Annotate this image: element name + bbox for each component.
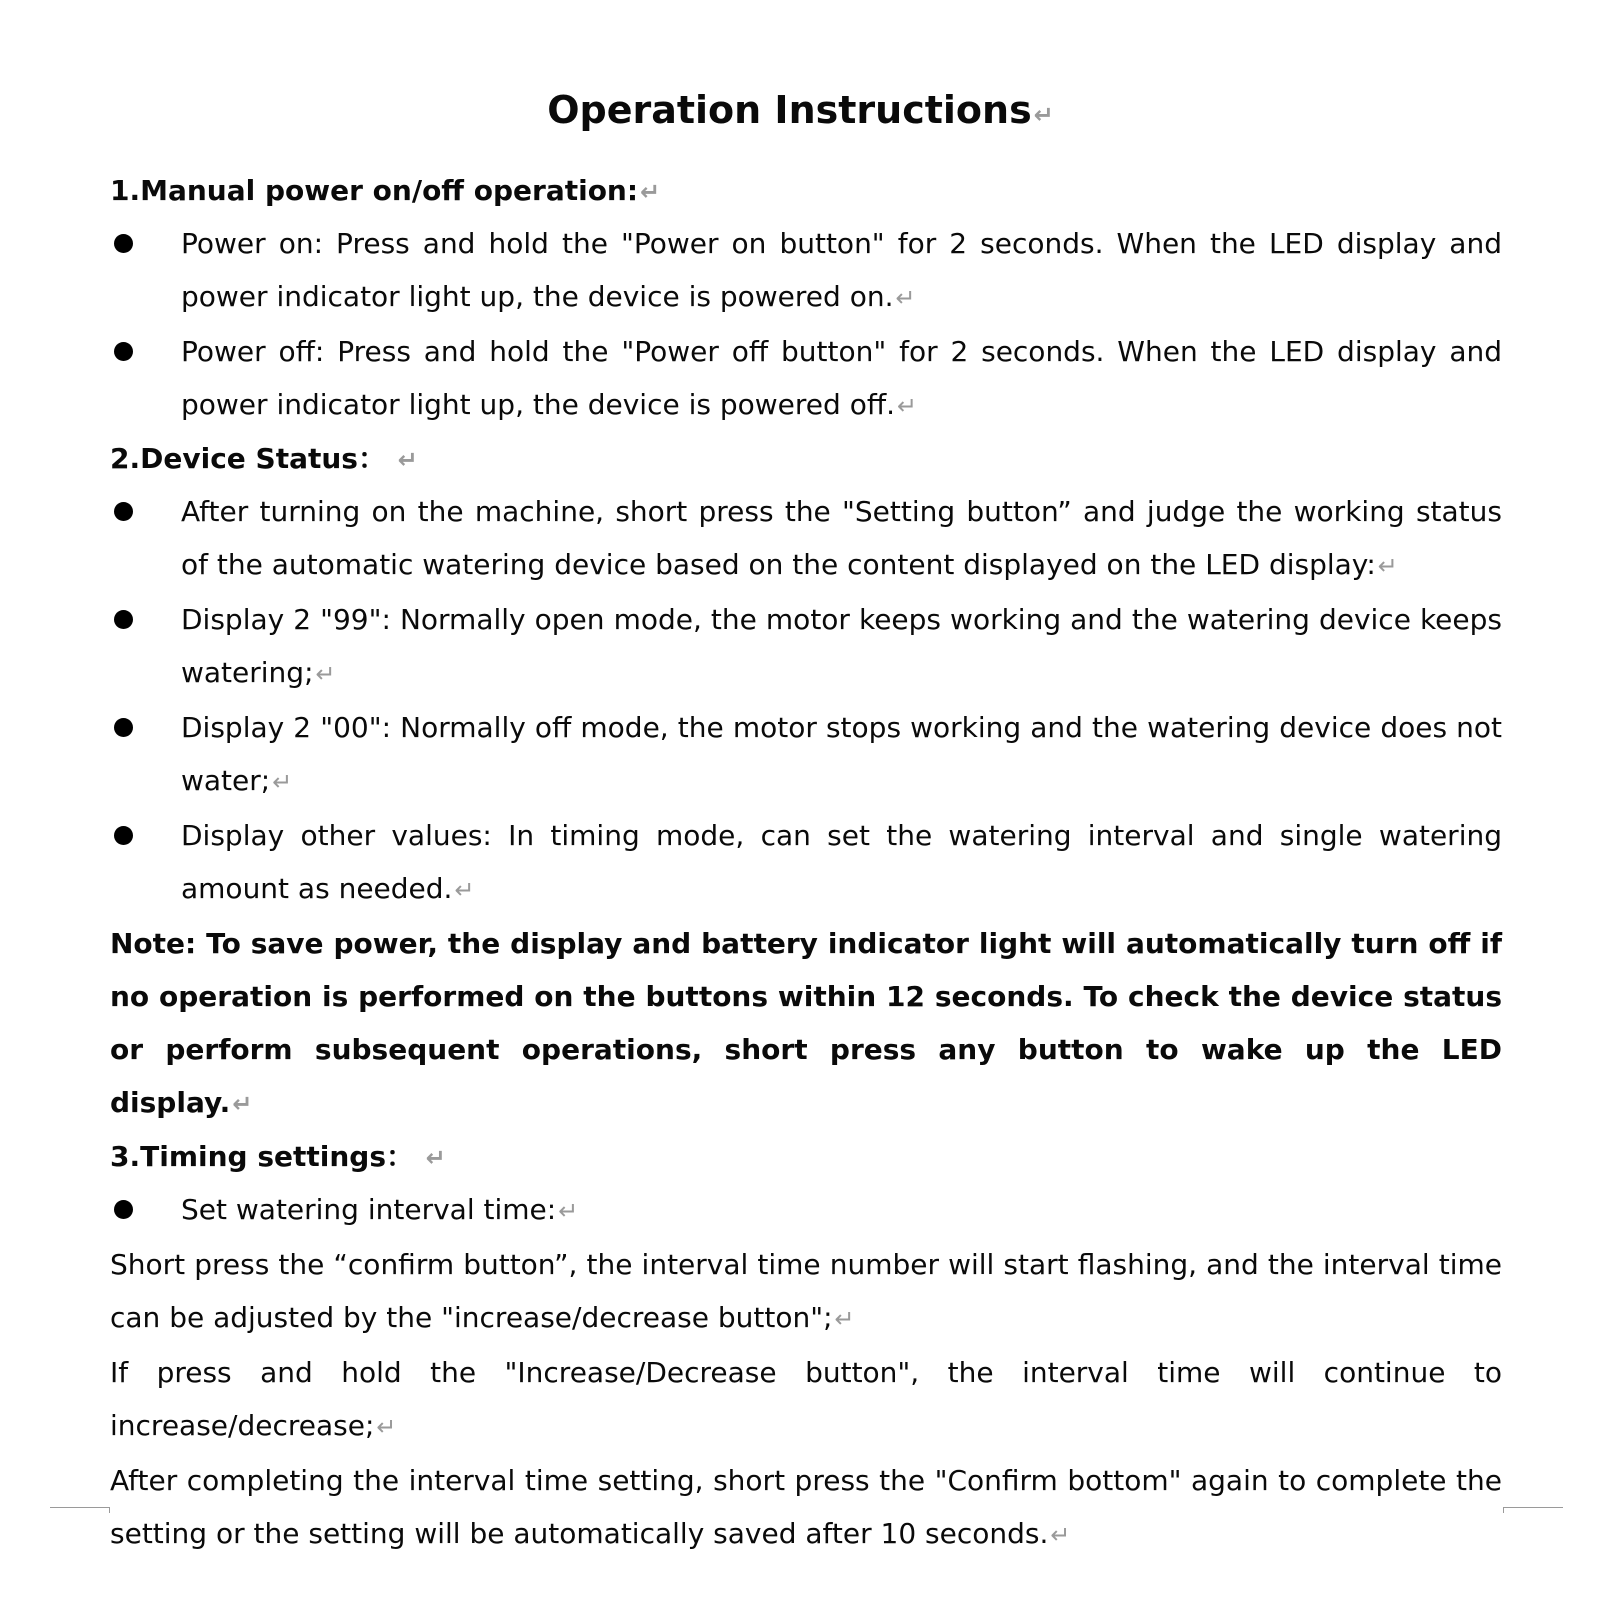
bullet-item: Set watering interval time:↵ — [110, 1183, 1502, 1238]
bullet-dot-icon — [114, 502, 133, 521]
page-corner-tick-left — [109, 1507, 110, 1513]
bullet-dot-icon — [114, 234, 133, 253]
return-mark-icon: ↵ — [376, 1413, 397, 1441]
page-corner-mark-right — [1503, 1507, 1563, 1508]
bullet-dot-icon — [114, 610, 133, 629]
return-mark-icon: ↵ — [454, 876, 475, 904]
return-mark-icon: ↵ — [897, 392, 918, 420]
return-mark-icon: ↵ — [315, 660, 336, 688]
document-title: Operation Instructions↵ — [547, 88, 1054, 132]
section-heading: 2.Device Status： ↵ — [110, 442, 418, 475]
return-mark-icon: ↵ — [834, 1305, 855, 1333]
bullet-item: Power off: Press and hold the "Power off button" for 2 seconds. When the LED display and power indicator light up, the device is powered off.↵ — [110, 325, 1502, 433]
body-paragraph: If press and hold the "Increase/Decrease button", the interval time will continue to increase/decrease;↵ — [110, 1356, 1502, 1442]
return-mark-icon: ↵ — [397, 446, 418, 474]
bullet-dot-icon — [114, 1200, 133, 1219]
return-mark-icon: ↵ — [425, 1144, 446, 1172]
bullet-dot-icon — [114, 826, 133, 845]
section-heading: 3.Timing settings： ↵ — [110, 1140, 446, 1173]
return-mark-icon: ↵ — [1033, 101, 1054, 129]
return-mark-icon: ↵ — [558, 1197, 579, 1225]
return-mark-icon: ↵ — [1377, 552, 1398, 580]
section-heading: 1.Manual power on/off operation:↵ — [110, 174, 661, 207]
bullet-item: Display other values: In timing mode, can set the watering interval and single watering amount as needed.↵ — [110, 809, 1502, 917]
return-mark-icon: ↵ — [272, 768, 293, 796]
return-mark-icon: ↵ — [232, 1090, 253, 1118]
bullet-item: Display 2 "00": Normally off mode, the motor stops working and the watering device does not water;↵ — [110, 701, 1502, 809]
note-paragraph: Note: To save power, the display and battery indicator light will automatically turn off if no operation is performed on the buttons within 12 seconds. To check the device status or perform subsequent operations, short press any button to wake up the LED display.↵ — [110, 927, 1502, 1119]
bullet-dot-icon — [114, 342, 133, 361]
bullet-dot-icon — [114, 718, 133, 737]
document-body — [110, 165, 1502, 1562]
bullet-item: Power on: Press and hold the "Power on button" for 2 seconds. When the LED display and power indicator light up, the device is powered on.↵ — [110, 217, 1502, 325]
page-corner-mark-left — [50, 1507, 110, 1508]
bullet-item: After turning on the machine, short press the "Setting button” and judge the working status of the automatic watering device based on the content displayed on the LED display:↵ — [110, 485, 1502, 593]
body-paragraph: Short press the “confirm button”, the interval time number will start flashing, and the interval time can be adjusted by the "increase/decrease button";↵ — [110, 1248, 1502, 1334]
bullet-item: Display 2 "99": Normally open mode, the motor keeps working and the watering device keeps watering;↵ — [110, 593, 1502, 701]
page-corner-tick-right — [1503, 1507, 1504, 1513]
return-mark-icon: ↵ — [1050, 1521, 1071, 1549]
body-paragraph: After completing the interval time setting, short press the "Confirm bottom" again to complete the setting or the setting will be automatically saved after 10 seconds.↵ — [110, 1464, 1502, 1550]
return-mark-icon: ↵ — [895, 284, 916, 312]
return-mark-icon: ↵ — [640, 178, 661, 206]
